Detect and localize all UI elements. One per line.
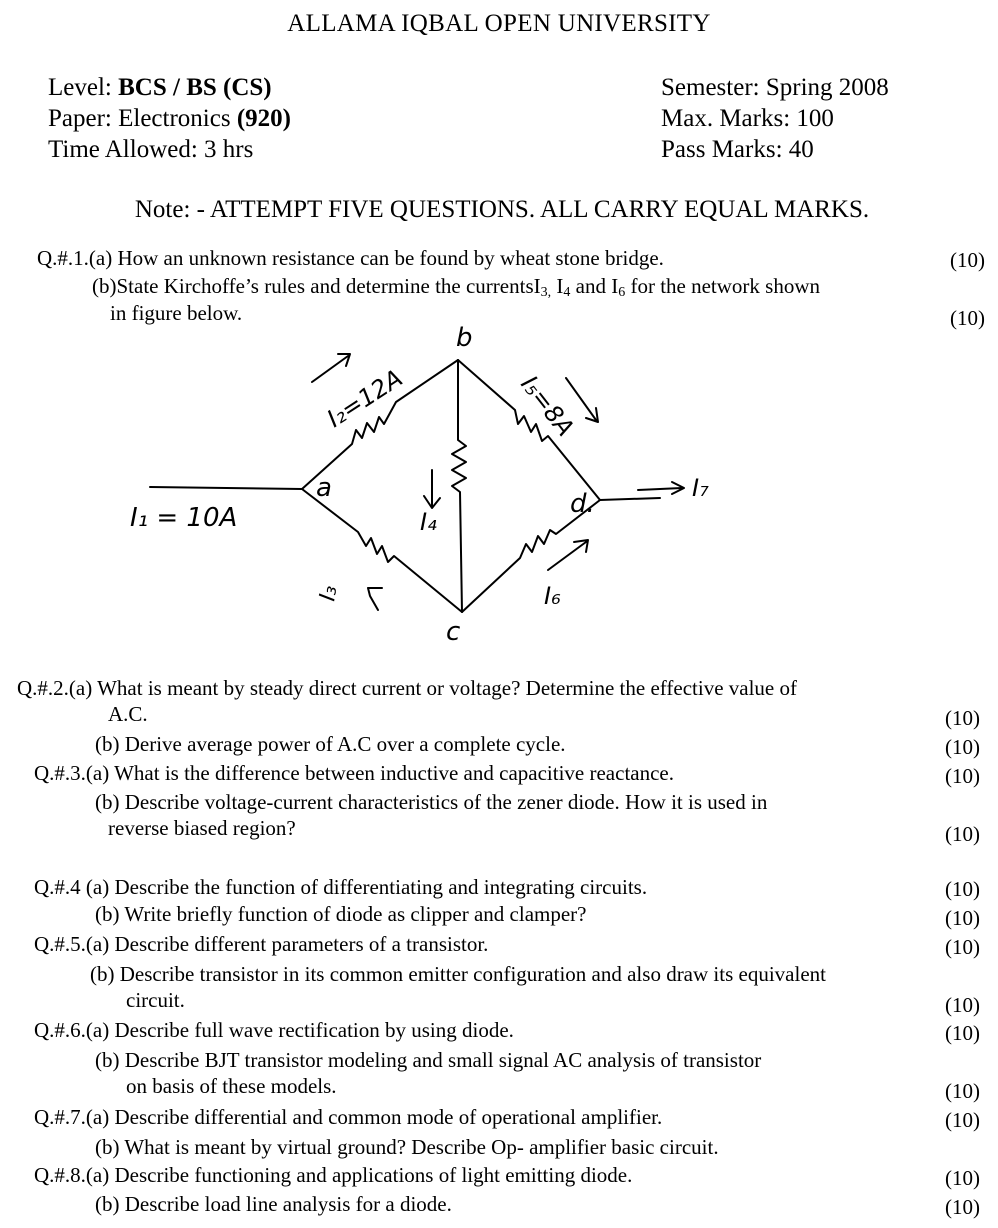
instructions-note: Note: - ATTEMPT FIVE QUESTIONS. ALL CARRY EQUAL MARKS. [134,196,870,223]
label-i6: I₆ [544,582,561,610]
q1-part-b: (b)State Kirchoffe’s rules and determine the currentsI$_{3,}$ $I_4$ and $I_6$ for the network shown [92,274,820,300]
q5-part-b: (b) Describe transistor in its common emitter configuration and also draw its equivalent [90,962,826,986]
q2-part-a: Q.#.2.(a) What is meant by steady direct current or voltage? Determine the effective value of [17,676,797,700]
circuit-diagram [120,320,760,650]
node-c-label: c [446,617,461,647]
arrow-i2 [312,354,350,382]
q4-part-b: (b) Write briefly function of diode as clipper and clamper? [95,902,587,926]
q1-a-marks: (10) [950,248,985,272]
pass-marks: Pass Marks: 40 [661,136,814,163]
time-allowed: Time Allowed: 3 hrs [48,136,254,163]
q6-part-b-cont: on basis of these models. [126,1074,337,1098]
q2-part-b: (b) Derive average power of A.C over a complete cycle. [95,732,566,756]
arrow-i7 [638,482,684,494]
q8-b-marks: (10) [945,1195,980,1219]
q4-b-marks: (10) [945,906,980,930]
label-i3: I₃ [315,583,343,604]
q3-b-marks: (10) [945,822,980,846]
q4-a-marks: (10) [945,877,980,901]
q6-b-marks: (10) [945,1079,980,1103]
label-i1: I₁ = 10A [130,503,238,533]
node-b-label: b [456,323,473,353]
q8-a-marks: (10) [945,1166,980,1190]
q2-b-marks: (10) [945,735,980,759]
q5-b-marks: (10) [945,993,980,1017]
q3-part-b-cont: reverse biased region? [108,816,296,840]
q3-a-marks: (10) [945,764,980,788]
q5-part-a: Q.#.5.(a) Describe different parameters of a transistor. [34,932,489,956]
q1-part-b-cont: in figure below. [110,301,243,325]
arrow-i6 [548,540,588,570]
q3-part-a: Q.#.3.(a) What is the difference between inductive and capacitive reactance. [34,761,674,785]
level-line: Level: BCS / BS (CS) [48,74,272,101]
arrow-i4 [424,470,440,508]
university-title: ALLAMA IQBAL OPEN UNIVERSITY [287,10,711,37]
node-d-label: d. [570,489,595,519]
resistor-b-c [452,360,466,612]
q8-part-b: (b) Describe load line analysis for a diode. [95,1192,452,1216]
wire-output [600,498,660,500]
q6-a-marks: (10) [945,1021,980,1045]
q5-a-marks: (10) [945,935,980,959]
q5-part-b-cont: circuit. [126,988,185,1012]
q6-part-b: (b) Describe BJT transistor modeling and small signal AC analysis of transistor [95,1048,762,1072]
current-i3: $I_{3,}$ [533,274,552,300]
q7-part-b: (b) What is meant by virtual ground? Describe Op- amplifier basic circuit. [95,1135,719,1159]
q1-part-a: Q.#.1.(a) How an unknown resistance can be found by wheat stone bridge. [37,246,664,270]
label-i7: I₇ [692,474,709,502]
q2-a-marks: (10) [945,706,980,730]
q1-b-marks: (10) [950,306,985,330]
label-i5: I₅=8A [515,370,580,442]
max-marks: Max. Marks: 100 [661,105,834,132]
q7-part-a: Q.#.7.(a) Describe differential and common mode of operational amplifier. [34,1105,663,1129]
q8-part-a: Q.#.8.(a) Describe functioning and applications of light emitting diode. [34,1163,633,1187]
q4-part-a: Q.#.4 (a) Describe the function of differentiating and integrating circuits. [34,875,648,899]
q6-part-a: Q.#.6.(a) Describe full wave rectification by using diode. [34,1018,514,1042]
node-a-label: a [316,473,332,503]
label-i2: I₂=12A [322,363,408,434]
wire-input [150,487,302,489]
q2-part-a-cont: A.C. [108,702,148,726]
q3-part-b: (b) Describe voltage-current characteristics of the zener diode. How it is used in [95,790,768,814]
label-i4: I₄ [420,508,437,536]
paper-line: Paper: Electronics (920) [48,105,291,132]
current-i4: $I_4$ [556,274,571,300]
arrow-i3 [368,588,382,610]
current-i6: $I_6$ [611,274,626,300]
semester: Semester: Spring 2008 [661,74,889,101]
q7-a-marks: (10) [945,1108,980,1132]
